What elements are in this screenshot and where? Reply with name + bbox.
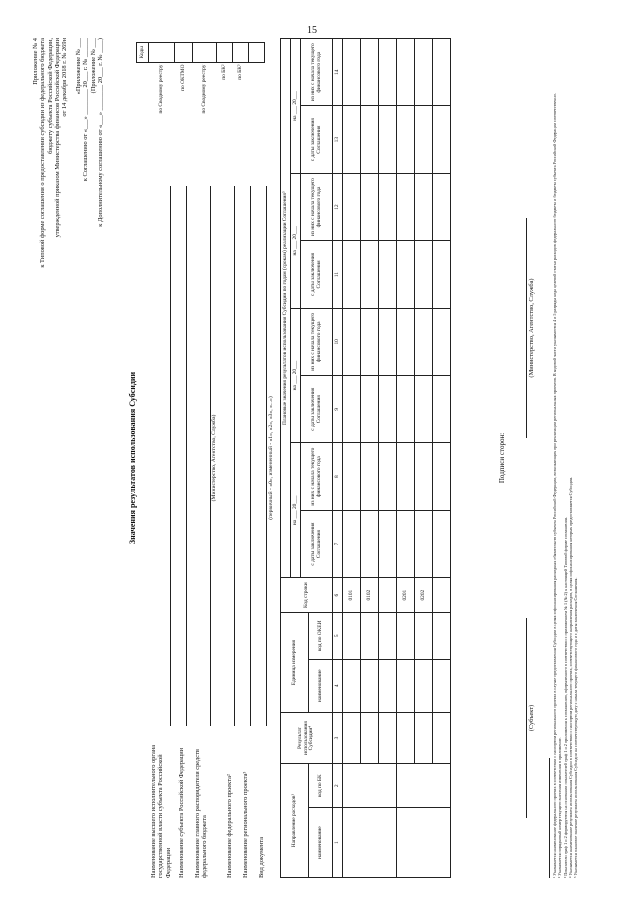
col-number: 14 — [333, 39, 343, 106]
table-row — [415, 39, 433, 878]
th-year: на ___ 20___ — [291, 173, 301, 308]
th-code-bk: код по БК — [309, 764, 333, 808]
footnotes — [552, 38, 578, 878]
col-number: 12 — [333, 173, 343, 240]
doc-type-hint: (первичный - «0», измененный - «1», «2», «3», «...») — [268, 396, 274, 520]
field-line — [185, 186, 187, 726]
th-year: на ___ 20___ — [291, 39, 301, 174]
col-number: 3 — [333, 713, 343, 764]
th-planned-values: Плановые значения результатов использования Субсидии по годам (срокам) реализации Соглашения⁵ — [281, 39, 291, 578]
appendix-line: бюджету субъекта Российской Федерации, — [46, 38, 54, 154]
th-direction: Направление расходов¹ — [281, 764, 309, 878]
col-number: 7 — [333, 510, 343, 577]
table-row — [343, 39, 361, 878]
th-result: Результат использования Субсидии⁴ — [281, 713, 333, 764]
code-label: по БК³ — [236, 64, 243, 80]
attachment-ref: «Приложение № ___ — [74, 38, 82, 95]
th-from-date: с даты заключения Соглашения — [301, 510, 333, 577]
th-unit-okei: код по ОКЕИ — [309, 613, 333, 659]
signature-line-ministry — [525, 218, 527, 438]
rotated-form-sheet — [28, 28, 613, 888]
field-label-doc-type: Вид документа — [258, 836, 265, 878]
signature-ministry-label: (Министерство, Агентство, Служба) — [528, 278, 535, 378]
appendix-line: от 14 декабря 2018 г. № 269н — [61, 38, 69, 117]
footnote: ³ Показатели граф 1 и 2 формируются на основании показателей граф 1 и 2 приложения к соглашению, оформленного в соответствии с приложением № 1 (№ 2) к настоящей Типовой форме соглашения. — [562, 517, 568, 878]
results-table — [280, 38, 451, 878]
footnote-divider — [548, 758, 550, 878]
code-label: по Сводному реестру — [200, 64, 207, 114]
field-label-chief-manager: Наименование главного распорядителя средств федерального бюджета — [194, 749, 209, 878]
line-code — [379, 578, 397, 613]
codes-header: Коды — [137, 43, 149, 63]
signature-line-subject — [525, 618, 527, 818]
th-name: наименование — [309, 808, 333, 878]
th-unit-name: наименование — [309, 659, 333, 712]
col-number: 5 — [333, 613, 343, 659]
col-number: 11 — [333, 241, 343, 308]
th-line-code: Код строки — [281, 578, 333, 613]
field-line — [249, 186, 251, 726]
col-number: 4 — [333, 659, 343, 712]
appendix-line: утвержденной приказом Министерства финансов Российской Федерации — [54, 38, 62, 238]
th-from-date: с даты заключения Соглашения — [301, 241, 333, 308]
line-code: 0201 — [397, 578, 415, 613]
footnote: ¹ Указывается наименование федерального проекта в соответствии с паспортом регионального проекта в случае предоставления Субсидии в целях софинансирования расходных обязательств субъекта Российской Федерации, возникающих при реализации региональных проектов. В кодовой части указываются 4 и 5 разряды кода целевой статьи расходов федерального бюджета и бюджета субъекта Российской Федерации соответственно. — [552, 93, 557, 878]
col-number: 10 — [333, 308, 343, 375]
appendix-line: к Типовой форме соглашения о предоставлении субсидии из федерального бюджета — [39, 38, 47, 268]
table-row — [433, 39, 451, 878]
th-from-year: из них с начала текущего финансового года — [301, 308, 333, 375]
col-number: 2 — [333, 764, 343, 808]
field-label-subject: Наименование субъекта Российской Федерации — [178, 747, 185, 878]
supplement-ref: к Дополнительному соглашению от «___» ________ 20___ г. № ____) — [96, 38, 104, 227]
signature-subject-label: (Субъект) — [528, 704, 535, 732]
col-number: 8 — [333, 443, 343, 510]
col-number: 1 — [333, 808, 343, 878]
col-number: 9 — [333, 376, 343, 443]
th-from-year: из них с начала текущего финансового года — [301, 39, 333, 106]
line-code: 0101 — [343, 578, 361, 613]
col-number: 6 — [333, 578, 343, 613]
th-from-year: из них с начала текущего финансового года — [301, 173, 333, 240]
code-label: по ОКТМО — [179, 64, 186, 91]
codes-table — [136, 42, 265, 138]
th-from-date: с даты заключения Соглашения — [301, 106, 333, 173]
th-from-date: с даты заключения Соглашения — [301, 376, 333, 443]
table-row — [397, 39, 415, 878]
line-code — [433, 578, 451, 613]
code-label: по БК² — [220, 64, 227, 80]
col-number: 13 — [333, 106, 343, 173]
footnote: ⁴ Указывается наименование результата использования Субсидии в соответствии с паспортом регионального проекта, соответствующего направления расходов, в целях софинансирования которых предоставляется Субсидия. — [567, 477, 573, 878]
field-label-regional-project: Наименование регионального проекта³ — [242, 771, 249, 878]
field-label-executive-body: Наименование высшего исполнительного органа государственной власти субъекта Российской Федерации — [150, 744, 172, 878]
th-year: на ___ 20___ — [291, 308, 301, 443]
table-row — [379, 39, 397, 878]
footnote: ⁵ Указывается плановое значение результата использования Субсидии на соответствующую дату с начала текущего финансового года и с даты заключения Соглашения. — [573, 577, 578, 878]
line-code: 0202 — [415, 578, 433, 613]
code-label: по Сводному реестру — [157, 64, 164, 114]
field-line — [233, 186, 235, 726]
th-unit: Единица измерения — [281, 613, 309, 713]
appendix-header — [32, 38, 104, 418]
attachment-ref-2: (Приложение № ___ — [89, 38, 97, 94]
page-number: 15 — [307, 25, 317, 36]
appendix-title: Приложение № 4 — [32, 38, 39, 85]
agreement-ref: к Соглашению от «___» ________ 20___ г. № ______ — [82, 38, 90, 182]
table-row — [361, 39, 379, 878]
th-from-year: из них с начала текущего финансового года — [301, 443, 333, 510]
line-code: 0102 — [361, 578, 379, 613]
field-label-federal-project: Наименование федерального проекта² — [226, 774, 233, 878]
field-line — [169, 186, 171, 726]
field-line — [265, 186, 267, 726]
th-year: на ___ 20___ — [291, 443, 301, 578]
field-hint: (Министерство, Агентство, Служба) — [211, 414, 217, 502]
footnote: ² Указывается порядковый номер текущего внесения изменения в приложение. — [557, 737, 563, 878]
signatures-title: Подписи сторон: — [498, 432, 506, 484]
document-title: Значения результатов использования Субсидии — [128, 371, 137, 545]
column-numbers-row — [333, 39, 343, 878]
